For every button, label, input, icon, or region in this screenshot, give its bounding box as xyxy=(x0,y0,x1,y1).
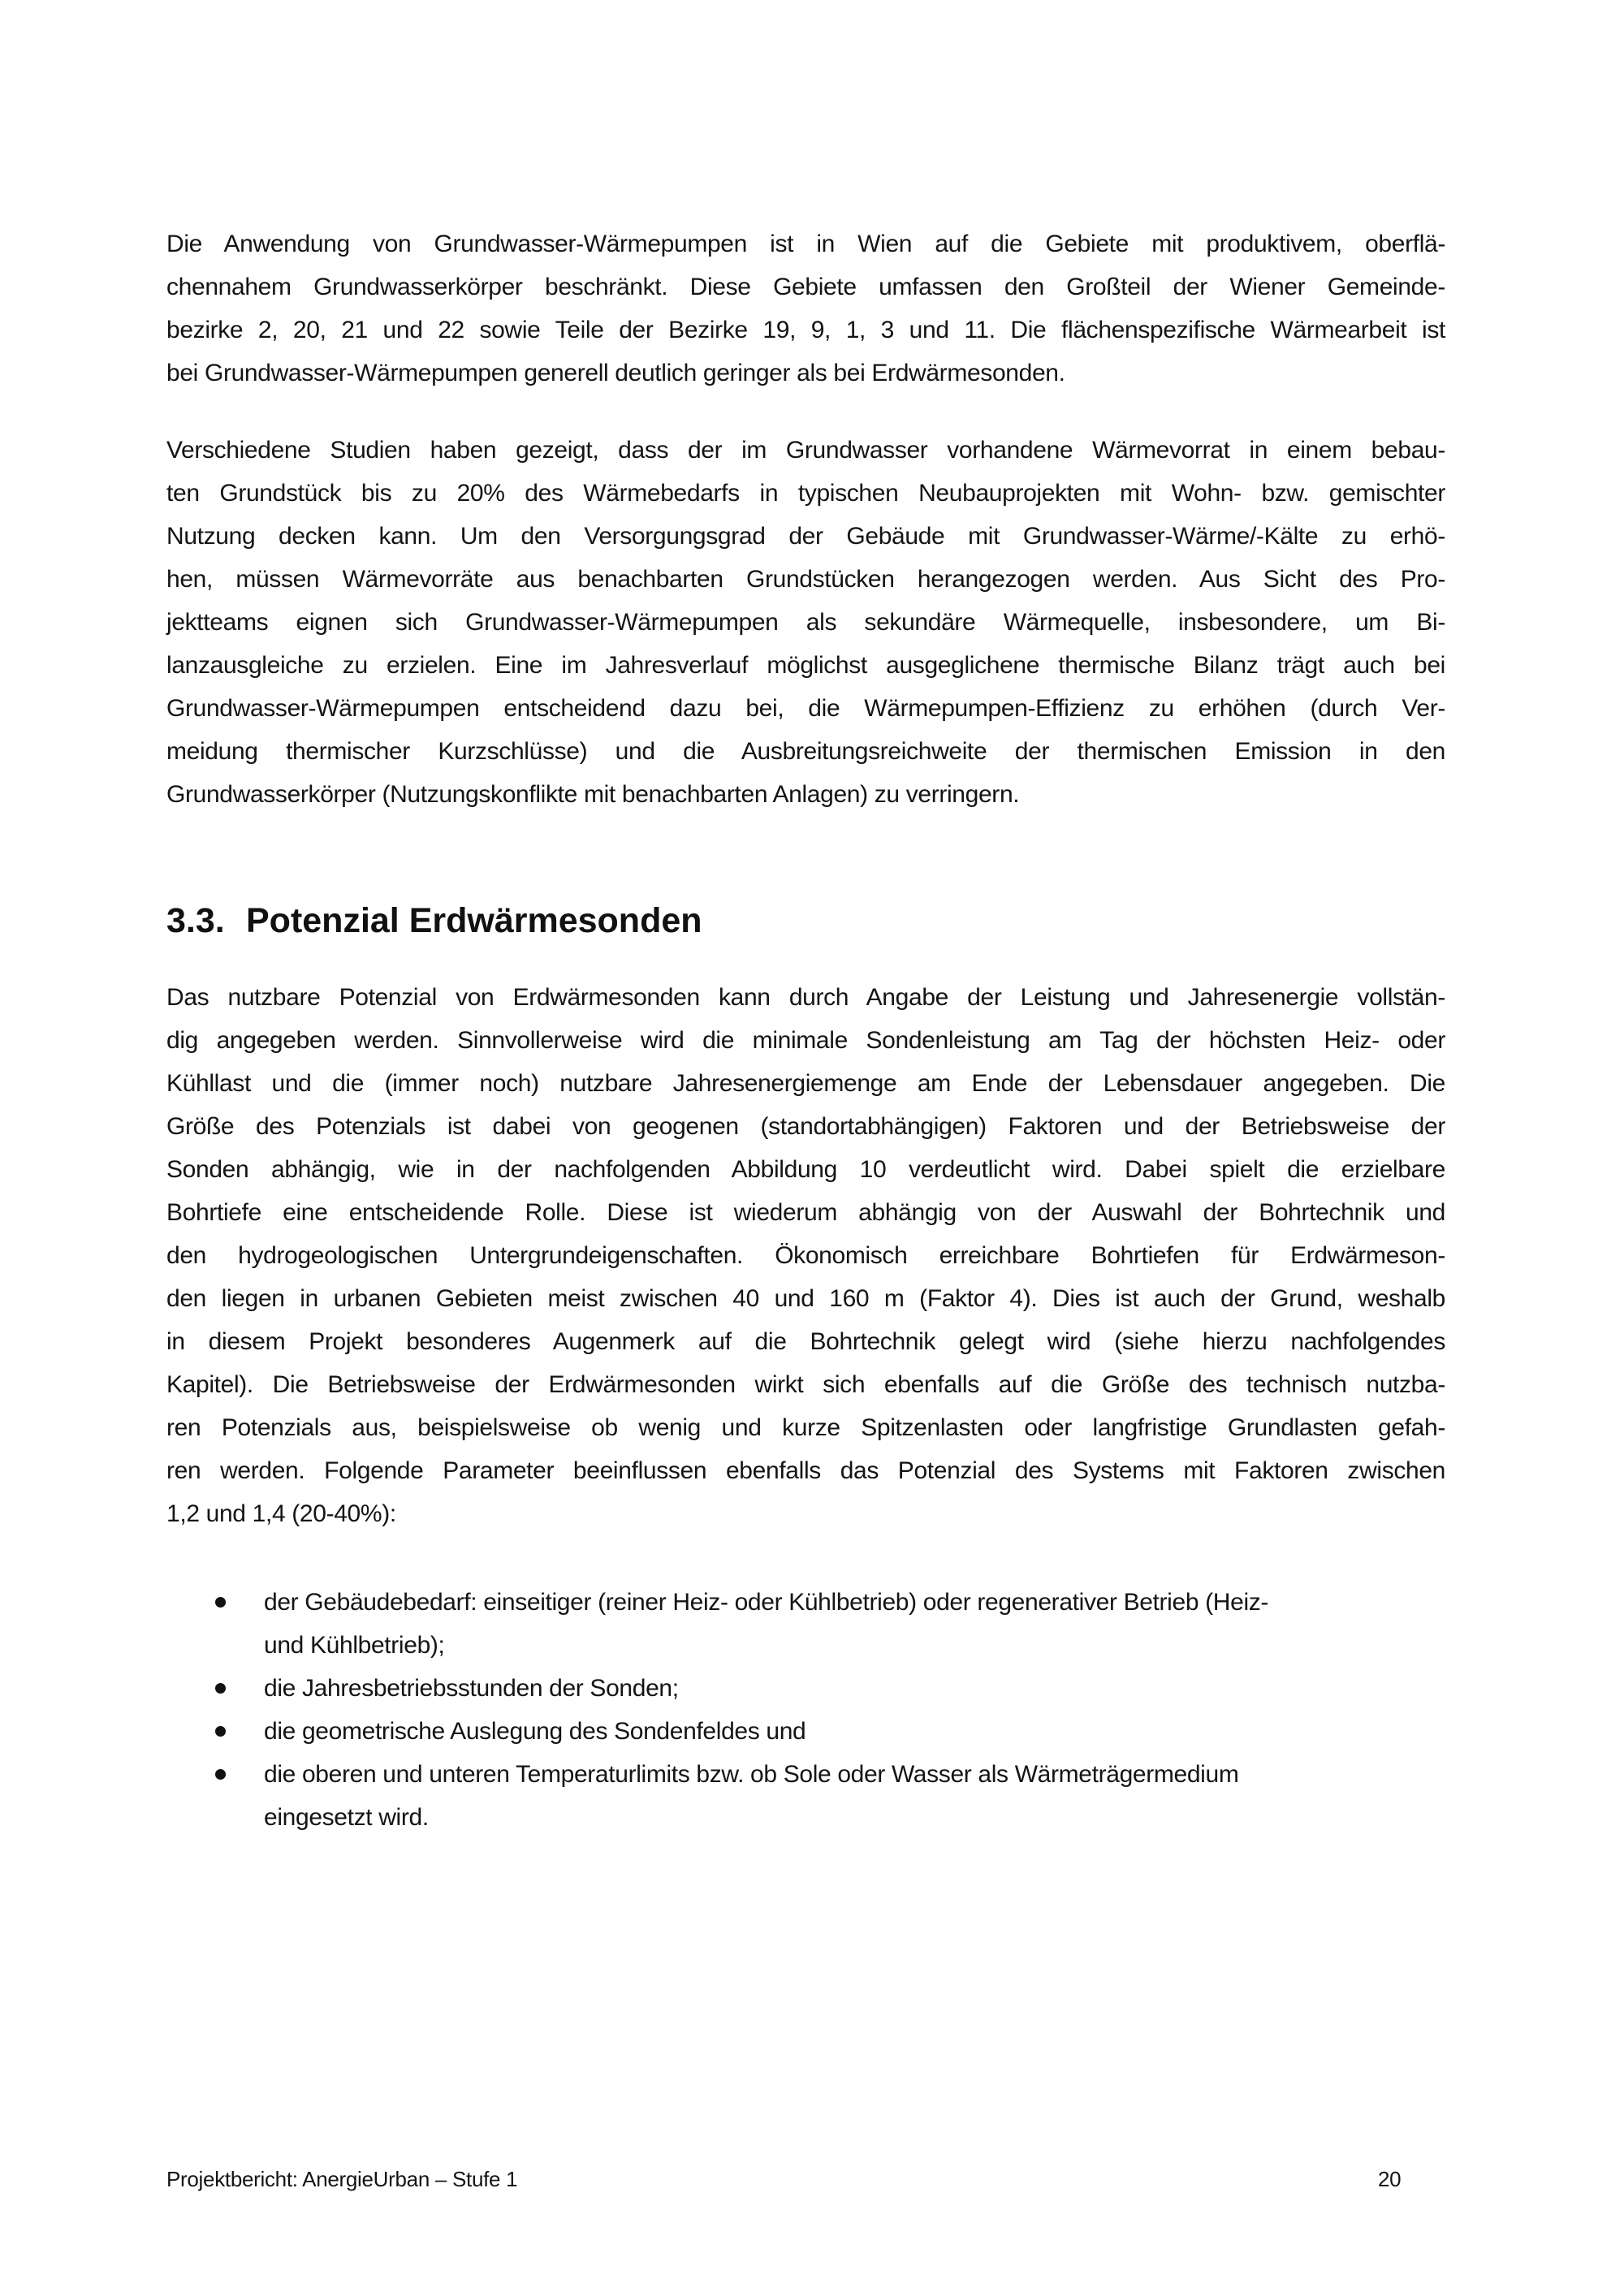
paragraph-groundwater-areas xyxy=(166,222,1445,395)
text-line: ren Potenzials aus, beispielsweise ob wenig und kurze Spitzenlasten oder langfristige Grundlasten gefah- xyxy=(166,1414,1445,1441)
text-line: die geometrische Auslegung des Sondenfeldes und xyxy=(264,1718,806,1745)
footer-page-number: 20 xyxy=(1378,2167,1402,2191)
bullet-icon xyxy=(215,1726,226,1737)
text-line: ren werden. Folgende Parameter beeinflussen ebenfalls das Potenzial des Systems mit Faktoren zwischen xyxy=(166,1457,1445,1484)
text-line: dig angegeben werden. Sinnvollerweise wird die minimale Sondenleistung am Tag der höchsten Heiz- oder xyxy=(166,1027,1445,1054)
text-line: Grundwasser-Wärmepumpen entscheidend dazu bei, die Wärmepumpen-Effizienz zu erhöhen (durch Ver- xyxy=(166,695,1445,722)
footer-report-title: Projektbericht: AnergieUrban – Stufe 1 xyxy=(166,2167,518,2191)
text-line: Kapitel). Die Betriebsweise der Erdwärmesonden wirkt sich ebenfalls auf die Größe des technisch nutzba- xyxy=(166,1371,1445,1398)
text-line: die Jahresbetriebsstunden der Sonden; xyxy=(264,1675,679,1702)
text-line: meidung thermischer Kurzschlüsse) und die Ausbreitungsreichweite der thermischen Emission in den xyxy=(166,738,1445,765)
text-line: 1,2 und 1,4 (20-40%): xyxy=(166,1500,396,1527)
text-line: Sonden abhängig, wie in der nachfolgenden Abbildung 10 verdeutlicht wird. Dabei spielt die erzielbare xyxy=(166,1156,1445,1183)
text-line: den hydrogeologischen Untergrundeigenschaften. Ökonomisch erreichbare Bohrtiefen für Erdwärmeson- xyxy=(166,1242,1445,1269)
text-line: Bohrtiefe eine entscheidende Rolle. Diese ist wiederum abhängig von der Auswahl der Bohrtechnik und xyxy=(166,1199,1445,1226)
text-line: Verschiedene Studien haben gezeigt, dass der im Grundwasser vorhandene Wärmevorrat in einem bebau- xyxy=(166,437,1445,464)
parameter-bullet-list xyxy=(215,1581,1449,1839)
paragraph-borehole-potential xyxy=(166,976,1445,1535)
text-line: Die Anwendung von Grundwasser-Wärmepumpen ist in Wien auf die Gebiete mit produktivem, oberflä- xyxy=(166,231,1445,257)
bullet-item-field-geometry xyxy=(215,1710,1449,1753)
text-line: jektteams eignen sich Grundwasser-Wärmepumpen als sekundäre Wärmequelle, insbesondere, um Bi- xyxy=(166,609,1445,636)
text-line: hen, müssen Wärmevorräte aus benachbarten Grundstücken herangezogen werden. Aus Sicht des Pro- xyxy=(166,566,1445,593)
bullet-icon xyxy=(215,1597,226,1608)
text-line: bezirke 2, 20, 21 und 22 sowie Teile der Bezirke 19, 9, 1, 3 und 11. Die flächenspezifische Wärmearbeit ist xyxy=(166,317,1445,343)
bullet-item-building-demand xyxy=(215,1581,1449,1667)
text-line: bei Grundwasser-Wärmepumpen generell deutlich geringer als bei Erdwärmesonden. xyxy=(166,360,1065,386)
section-number: 3.3. xyxy=(166,901,225,940)
bullet-icon xyxy=(215,1769,226,1780)
section-title: Potenzial Erdwärmesonden xyxy=(246,901,702,940)
text-line: den liegen in urbanen Gebieten meist zwischen 40 und 160 m (Faktor 4). Dies ist auch der Grund, weshalb xyxy=(166,1285,1445,1312)
text-line: und Kühlbetrieb); xyxy=(264,1632,445,1659)
text-line: Nutzung decken kann. Um den Versorgungsgrad der Gebäude mit Grundwasser-Wärme/-Kälte zu erhö- xyxy=(166,523,1445,550)
text-line: lanzausgleiche zu erzielen. Eine im Jahresverlauf möglichst ausgeglichene thermische Bilanz trägt auch bei xyxy=(166,652,1445,679)
text-line: eingesetzt wird. xyxy=(264,1804,429,1831)
bullet-icon xyxy=(215,1683,226,1694)
section-heading xyxy=(166,896,702,945)
text-line: der Gebäudebedarf: einseitiger (reiner Heiz- oder Kühlbetrieb) oder regenerativer Betrieb (Heiz- xyxy=(264,1589,1269,1616)
paragraph-groundwater-studies xyxy=(166,429,1445,816)
text-line: Kühllast und die (immer noch) nutzbare Jahresenergiemenge am Ende der Lebensdauer angegeben. Die xyxy=(166,1070,1445,1097)
bullet-item-temperature-limits xyxy=(215,1753,1449,1839)
text-line: Größe des Potenzials ist dabei von geogenen (standortabhängigen) Faktoren und der Betriebsweise der xyxy=(166,1113,1445,1140)
text-line: in diesem Projekt besonderes Augenmerk auf die Bohrtechnik gelegt wird (siehe hierzu nachfolgendes xyxy=(166,1328,1445,1355)
bullet-item-operating-hours xyxy=(215,1667,1449,1710)
text-line: Das nutzbare Potenzial von Erdwärmesonden kann durch Angabe der Leistung und Jahresenergie vollstän- xyxy=(166,984,1445,1011)
text-line: ten Grundstück bis zu 20% des Wärmebedarfs in typischen Neubauprojekten mit Wohn- bzw. gemischter xyxy=(166,480,1445,507)
text-line: die oberen und unteren Temperaturlimits bzw. ob Sole oder Wasser als Wärmeträgermedium xyxy=(264,1761,1239,1788)
text-line: chennahem Grundwasserkörper beschränkt. Diese Gebiete umfassen den Großteil der Wiener Gemeinde- xyxy=(166,274,1445,300)
text-line: Grundwasserkörper (Nutzungskonflikte mit benachbarten Anlagen) zu verringern. xyxy=(166,781,1020,808)
